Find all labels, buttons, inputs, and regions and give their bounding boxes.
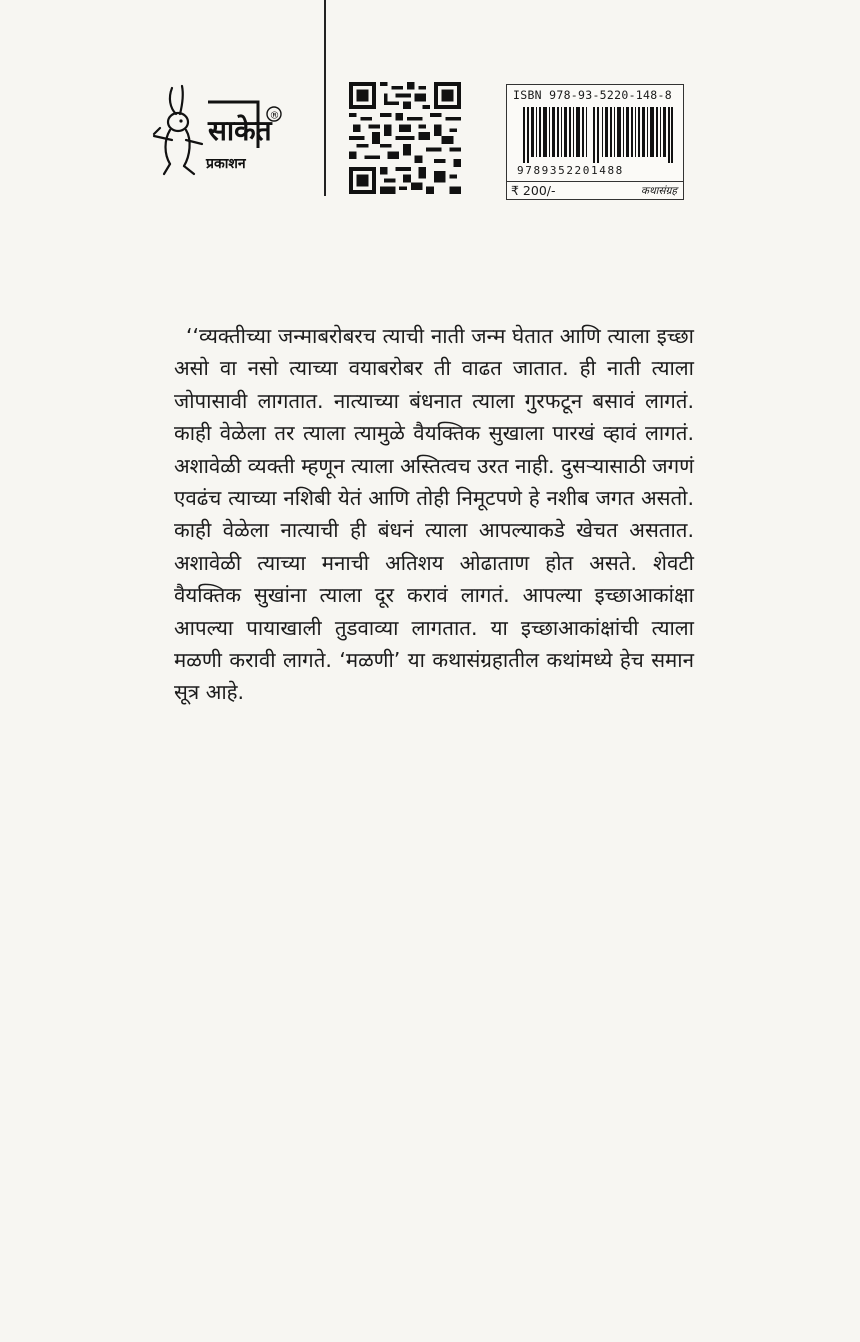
isbn-barcode-block [506,84,684,200]
qr-code-icon [346,82,464,194]
genre-label: कथासंग्रह [640,185,677,197]
isbn-label: ISBN 978-93-5220-148-8 [513,88,672,102]
price-row [507,181,683,200]
divider-line [324,0,326,196]
registered-mark: ® [269,110,280,122]
blurb-text [174,320,694,709]
barcode-icon [523,107,673,163]
price: ₹ 200/- [511,183,556,198]
blurb-paragraph: ‘‘व्यक्तीच्या जन्माबरोबरच त्याची नाती जन्म घेतात आणि त्याला इच्छा असो वा नसो त्याच्या वयाबरोबर ती वाढत जातात. ही नाती त्याला जोपासावी लागतात. नात्याच्या बंधनात त्याला गुरफटून बसावं लागतं. काही वेळेला तर त्याला त्यामुळे वैयक्तिक सुखाला पारखं व्हावं लागतं. अशावेळी व्यक्ती म्हणून त्याला अस्तित्वच उरत नाही. दुसऱ्यासाठी जगणं एवढंच त्याच्या नशिबी येतं आणि तोही निमूटपणे हे नशीब जगत असतो. काही वेळेला नात्याची ही बंधनं त्याला आपल्याकडे खेचत असतात. अशावेळी त्याच्या मनाची अतिशय ओढाताण होत असते. शेवटी वैयक्तिक सुखांना त्याला दूर करावं लागतं. आपल्या इच्छाआकांक्षा आपल्या पायाखाली तुडवाव्या लागतात. या इच्छाआकांक्षांची त्याला मळणी करावी लागते. ‘मळणी’ या कथासंग्रहातील कथांमध्ये हेच समान सूत्र आहे. [174,324,694,705]
logo-subtext: प्रकाशन [206,156,246,172]
rabbit-icon [150,78,290,188]
ean-digits: 9789352201488 [517,164,624,177]
qr-code [346,82,464,194]
barcode-bars [523,107,673,163]
logo-text: साकेत [208,114,272,147]
publisher-logo [150,78,290,188]
